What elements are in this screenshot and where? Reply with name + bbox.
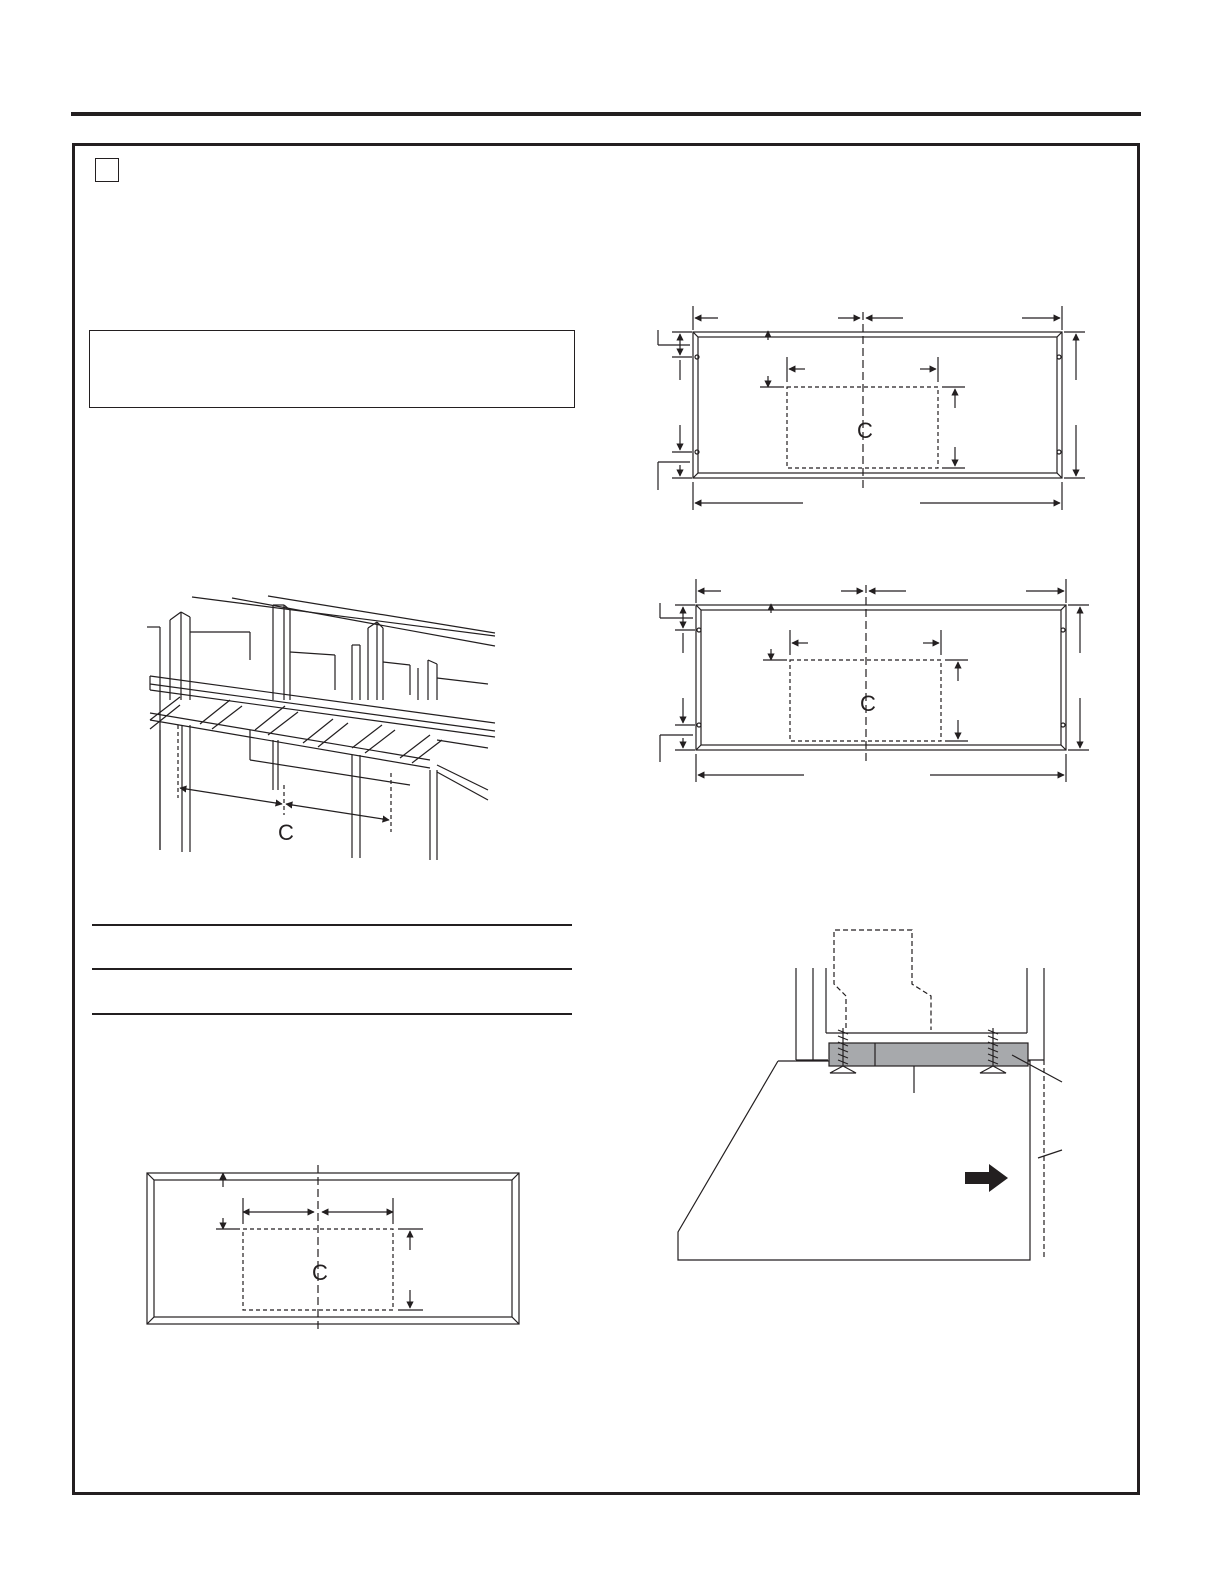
opening-template-b-figure xyxy=(660,579,1089,782)
centerline-symbol: C xyxy=(857,418,873,443)
opening-template-simple-figure xyxy=(147,1165,519,1332)
hood-mounting-figure xyxy=(678,930,1062,1260)
opening-template-a-figure xyxy=(658,306,1085,510)
ceiling-framing-figure xyxy=(147,596,495,860)
centerline-symbol: C xyxy=(312,1260,328,1285)
centerline-symbol: C xyxy=(278,820,294,845)
centerline-symbol: C xyxy=(860,691,876,716)
